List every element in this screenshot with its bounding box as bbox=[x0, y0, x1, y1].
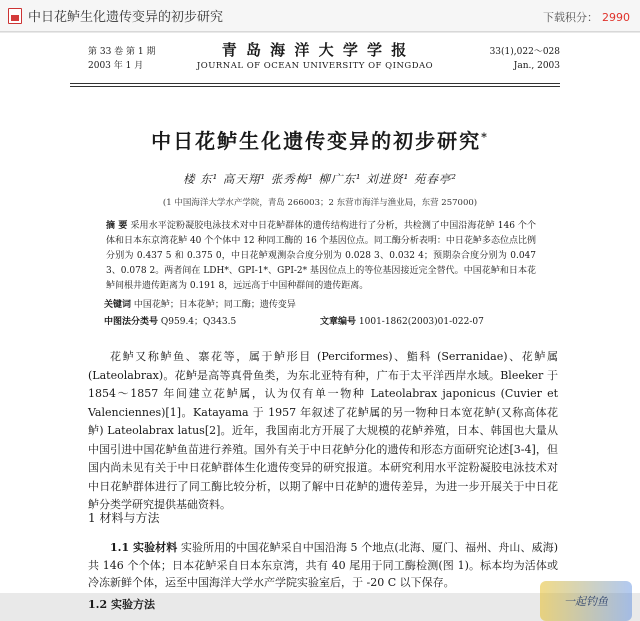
materials-paragraph bbox=[88, 539, 558, 592]
paper-authors: 楼 东¹ 高天翔¹ 张秀梅¹ 柳广东¹ 刘进贤¹ 苑春亭² bbox=[182, 172, 458, 186]
header-rule bbox=[70, 83, 560, 84]
subsection-2 bbox=[88, 596, 558, 612]
introduction bbox=[88, 348, 558, 515]
doccode-label: 文章编号 bbox=[320, 317, 357, 327]
classification bbox=[104, 314, 544, 327]
journal-header bbox=[70, 39, 560, 83]
download-points bbox=[543, 9, 630, 25]
journal-pages bbox=[490, 45, 560, 73]
journal-name-en: JOURNAL OF OCEAN UNIVERSITY OF QINGDAO bbox=[196, 61, 434, 71]
viewer-toolbar bbox=[0, 0, 640, 32]
paper-title-text: 中日花鲈生化遗传变异的初步研究 bbox=[151, 129, 482, 153]
journal-volume: 第 33 卷 第 1 期 bbox=[88, 47, 156, 57]
points-value: 2990 bbox=[602, 11, 630, 24]
journal-page-range: 33(1),022～028 bbox=[489, 47, 560, 57]
journal-month: Jan., 2003 bbox=[513, 61, 560, 71]
pdf-file-icon bbox=[8, 8, 22, 24]
subsection-text: 实验所用的中国花鲈采自中国沿海 5 个地点(北海、厦门、福州、舟山、威海)共 146 个个体；日本花鲈采自日本东京湾，共有 40 尾用于同工酶检测(图 1)。标本均为活体或冷冻新鲜个体，运至中国海洋大学水产学院实验室后，于 -20 C 以下保存。 bbox=[88, 541, 558, 589]
document-title: 中日花鲈生化遗传变异的初步研究 bbox=[28, 10, 224, 25]
journal-name bbox=[70, 39, 560, 71]
keywords bbox=[104, 297, 296, 310]
intro-paragraph: 花鲈又称鲈鱼、寨花等，属于鲈形目 (Perciformes)、鮨科 (Serranidae)、花鲈属 (Lateolabrax)。花鲈是高等真骨鱼类，为东北亚特有种，广布于太平洋西岸水域。Bleeker 于 1854～1857 年间建立花鲈属，认为仅有单一物种 Lateolabrax japonicus (Cuvier et Valenciennes)[1]。Katayama 于 1957 年叙述了花鲈属的另一物种日本宽花鲈(又称高体花鲈) Lateolabrax latus[2]。近年，我国南北方开展了大规模的花鲈养殖，日本、韩国也大量从中国引进中国花鲈鱼苗进行养殖。国外有关于中日花鲈分化的遗传和形态方面研究论述[3-4]，但国内尚未见有关于中日花鲈群体生化遗传变异的研究报道。本研究利用水平淀粉凝胶电泳技术对中日花鲈群体进行了同工酶比较分析，以期了解中日花鲈的遗传差异，为进一步开展关于中日花鲈分类学研究提供基础资料。 bbox=[88, 350, 558, 511]
paper-affiliation: (1 中国海洋大学水产学院，青岛 266003；2 东营市海洋与渔业局，东营 257000) bbox=[162, 198, 478, 208]
abstract-label: 摘 要 bbox=[106, 221, 128, 231]
header-rule-thin bbox=[70, 86, 560, 87]
title-footnote-mark: * bbox=[481, 130, 489, 144]
points-label: 下载积分： bbox=[543, 11, 598, 24]
abstract bbox=[106, 219, 536, 294]
clc-value: Q959.4；Q343.5 bbox=[160, 317, 237, 327]
subsection-label: 1.1 实验材料 bbox=[110, 541, 178, 554]
paper-page bbox=[0, 33, 640, 611]
section-heading: 1 材料与方法 bbox=[88, 511, 160, 525]
subsection-2-label: 1.2 实验方法 bbox=[88, 598, 155, 611]
journal-name-cn: 青 岛 海 洋 大 学 学 报 bbox=[221, 41, 409, 59]
doccode-value: 1001-1862(2003)01-022-07 bbox=[358, 317, 484, 327]
watermark-logo: 一起钓鱼 bbox=[540, 581, 632, 621]
abstract-text: 采用水平淀粉凝胶电泳技术对中日花鲈群体的遗传结构进行了分析，共检测了中国沿海花鲈 146 个个体和日本东京湾花鲈 40 个个体中 12 种同工酶的 16 个基因位点。同工酶分析表明：中日花鲈多态位点比例分别为 0.437 5 和 0.375 0，中日花鲈观测杂合度分别为 0.028 3、0.032 4；预期杂合度分别为 0.047 3、0.078 2。两者间在 LDH*、GPI-1*、GPI-2* 基因位点上的等位基因接近完全替代。中国花鲈和日本花鲈间根井遗传距离为 0.191 8，远远高于中国种群间的遗传距离。 bbox=[106, 221, 537, 291]
keywords-text: 中国花鲈；日本花鲈；同工酶；遗传变异 bbox=[133, 300, 296, 310]
journal-date: 2003 年 1 月 bbox=[88, 61, 144, 71]
keywords-label: 关键词 bbox=[104, 300, 132, 310]
paper-title bbox=[0, 125, 640, 154]
clc-label: 中图法分类号 bbox=[104, 317, 159, 327]
